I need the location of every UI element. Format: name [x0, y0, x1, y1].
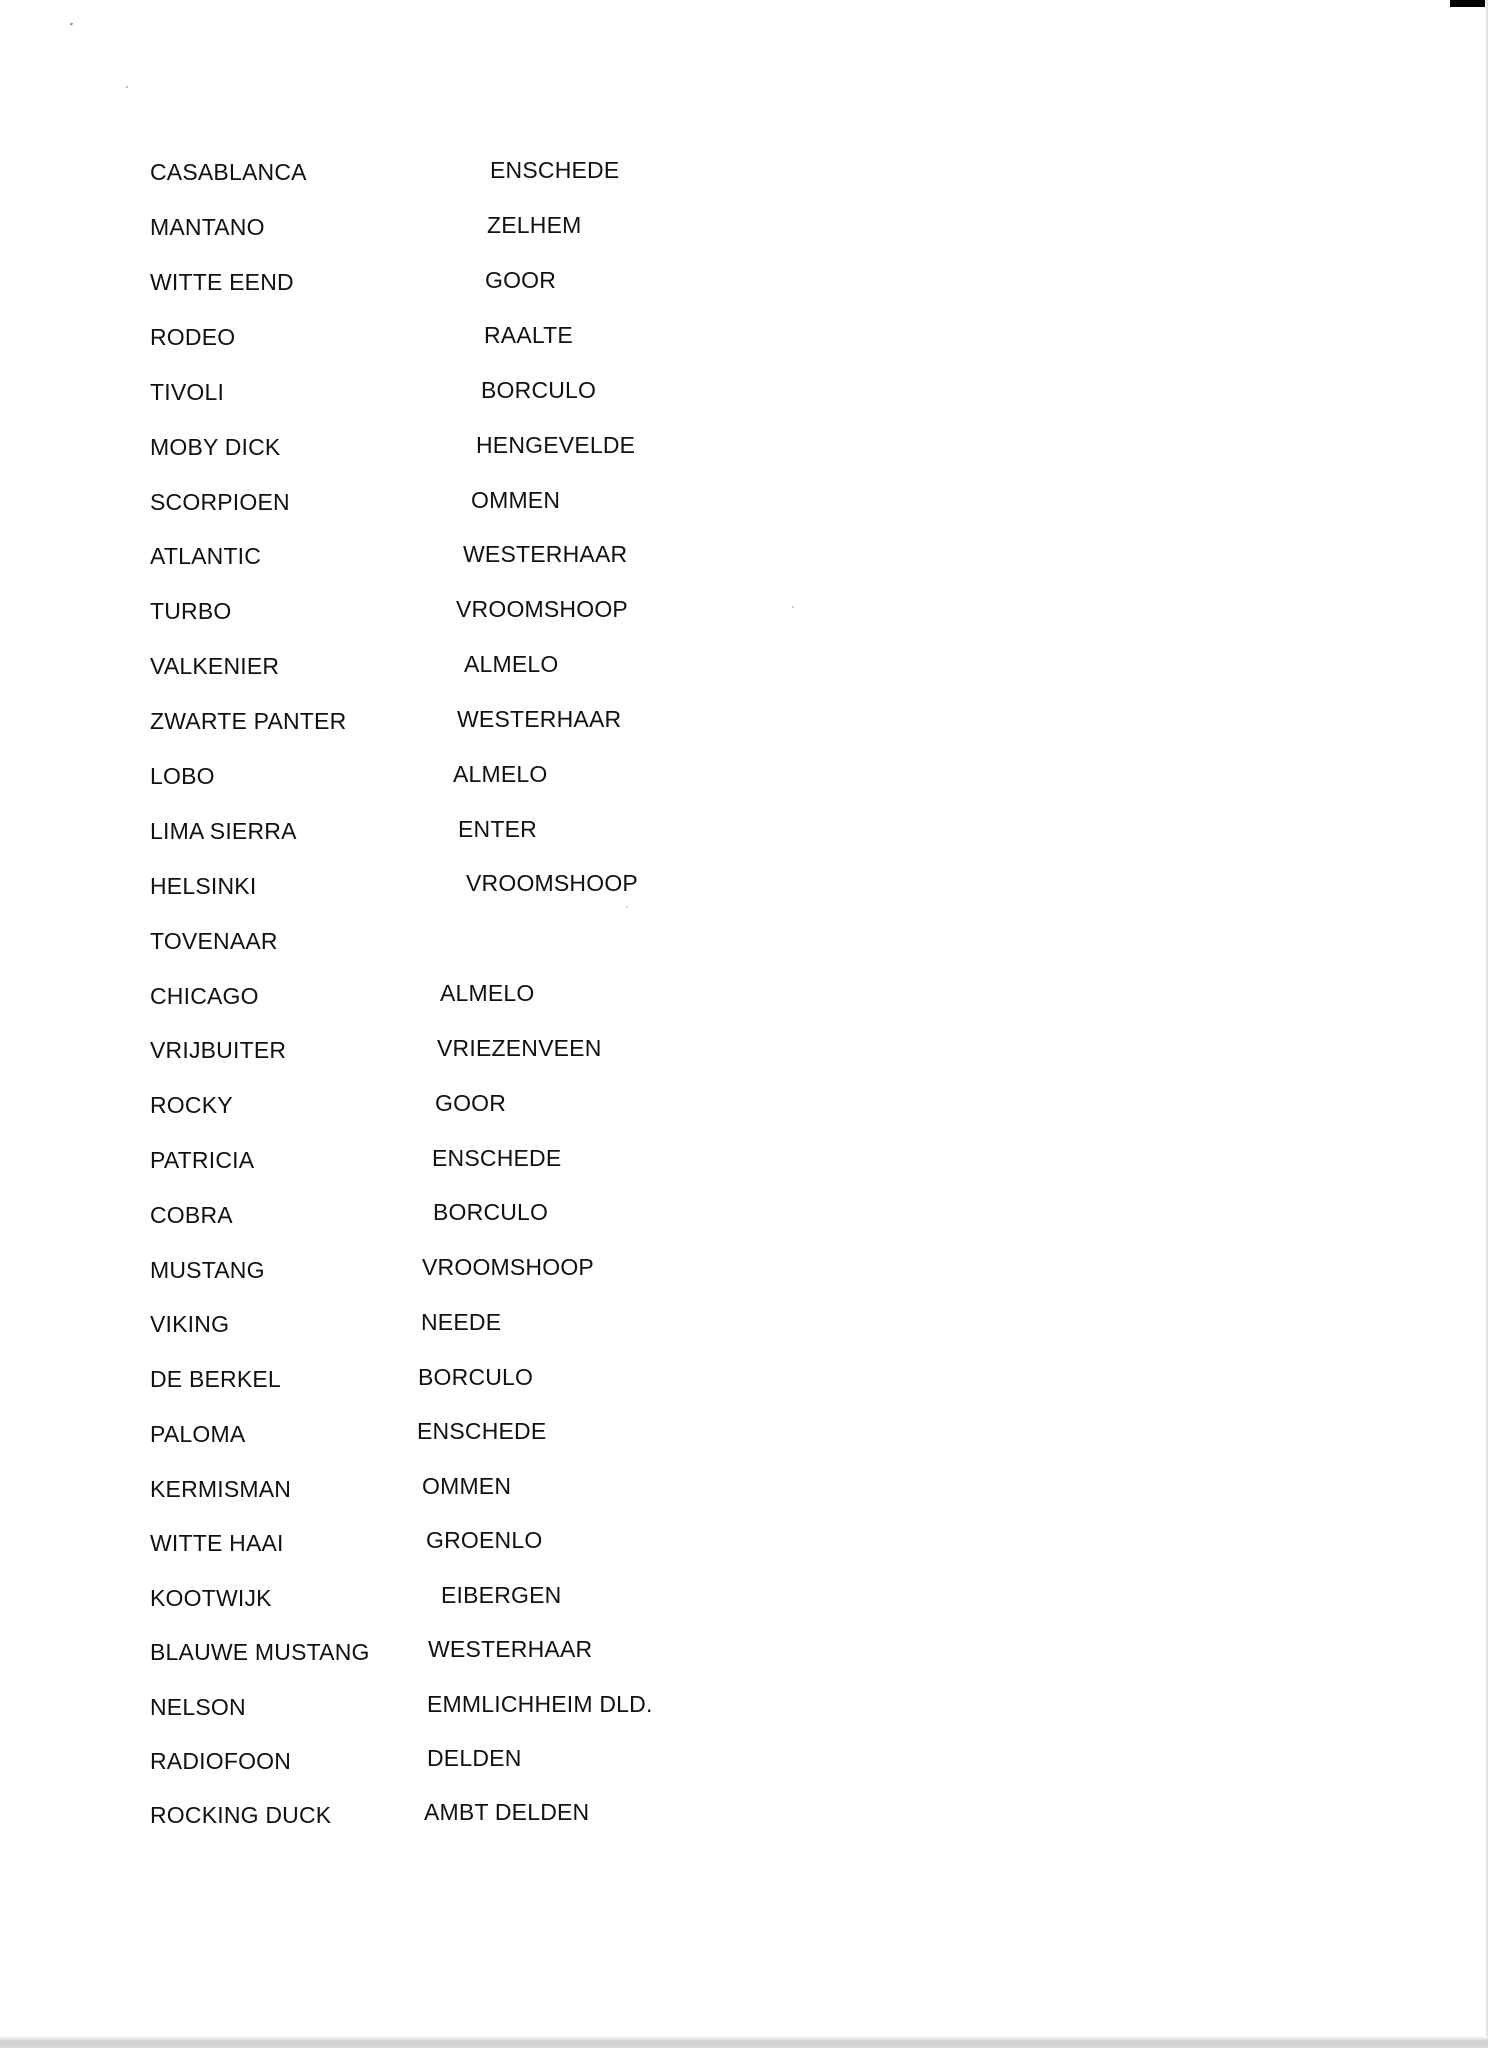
list-item-place: ALMELO	[453, 761, 548, 787]
list-item-place: BORCULO	[418, 1364, 534, 1390]
list-item-name: MANTANO	[150, 214, 265, 240]
list-item-name: COBRA	[150, 1202, 233, 1228]
list-item-name: TIVOLI	[150, 379, 225, 405]
list-item-name: VRIJBUITER	[150, 1037, 287, 1063]
list-item-name: KERMISMAN	[150, 1476, 292, 1502]
list-item-place: WESTERHAAR	[463, 541, 628, 567]
list-item-name: TOVENAAR	[150, 928, 278, 954]
list-item-name: WITTE HAAI	[150, 1530, 284, 1556]
list-item-name: NELSON	[150, 1694, 246, 1720]
list-item-place: ENSCHEDE	[432, 1145, 562, 1171]
list-item-name: MOBY DICK	[150, 434, 281, 460]
list-item-place: GOOR	[485, 267, 557, 293]
list-item-place: GOOR	[435, 1090, 507, 1116]
list-item-place: BORCULO	[481, 377, 597, 403]
list-item-place: VROOMSHOOP	[422, 1254, 594, 1280]
list-item-name: KOOTWIJK	[150, 1585, 272, 1611]
list-item-name: ROCKING DUCK	[150, 1802, 332, 1828]
list-item-place: OMMEN	[471, 487, 561, 513]
list-item-place: ALMELO	[464, 651, 559, 677]
list-item-place: WESTERHAAR	[428, 1636, 593, 1662]
list-item-place: ENSCHEDE	[490, 157, 620, 183]
list-item-place: WESTERHAAR	[457, 706, 622, 732]
list-item-name: LOBO	[150, 763, 215, 789]
list-item-place: VROOMSHOOP	[456, 596, 628, 622]
list-item-place: ZELHEM	[487, 212, 582, 238]
list-item-place: VRIEZENVEEN	[437, 1035, 602, 1061]
list-item-name: DE BERKEL	[150, 1366, 281, 1392]
list-item-place: VROOMSHOOP	[466, 870, 638, 896]
list-item-place: HENGEVELDE	[476, 432, 636, 458]
list-item-place: ENTER	[458, 816, 537, 842]
list-item-place: DELDEN	[427, 1745, 522, 1771]
list-item-name: ZWARTE PANTER	[150, 708, 347, 734]
list-item-name: RADIOFOON	[150, 1748, 292, 1774]
list-item-name: BLAUWE MUSTANG	[150, 1639, 370, 1665]
list-item-place: OMMEN	[422, 1473, 512, 1499]
list-item-name: SCORPIOEN	[150, 489, 290, 515]
list-item-name: VALKENIER	[150, 653, 280, 679]
list-item-name: CASABLANCA	[150, 159, 307, 185]
list-item-name: LIMA SIERRA	[150, 818, 297, 844]
list-item-name: PALOMA	[150, 1421, 246, 1447]
list-item-name: ROCKY	[150, 1092, 233, 1118]
list-item-place: BORCULO	[433, 1199, 549, 1225]
list-item-name: MUSTANG	[150, 1257, 265, 1283]
list-item-name: TURBO	[150, 598, 232, 624]
list-item-name: ATLANTIC	[150, 543, 262, 569]
list-item-name: WITTE EEND	[150, 269, 294, 295]
list-item-name: VIKING	[150, 1311, 230, 1337]
list-item-place: EIBERGEN	[441, 1582, 562, 1608]
list-item-name: RODEO	[150, 324, 236, 350]
list-item-place: ENSCHEDE	[417, 1418, 547, 1444]
list-item-place: GROENLO	[426, 1527, 543, 1553]
list-item-place: RAALTE	[484, 322, 573, 348]
list-item-name: CHICAGO	[150, 983, 259, 1009]
list-item-place: ALMELO	[440, 980, 535, 1006]
list-item-name: PATRICIA	[150, 1147, 255, 1173]
list-item-name: HELSINKI	[150, 873, 257, 899]
list-item-place: EMMLICHHEIM DLD.	[427, 1691, 653, 1717]
list-item-place: NEEDE	[421, 1309, 502, 1335]
list-item-place: AMBT DELDEN	[424, 1799, 590, 1825]
